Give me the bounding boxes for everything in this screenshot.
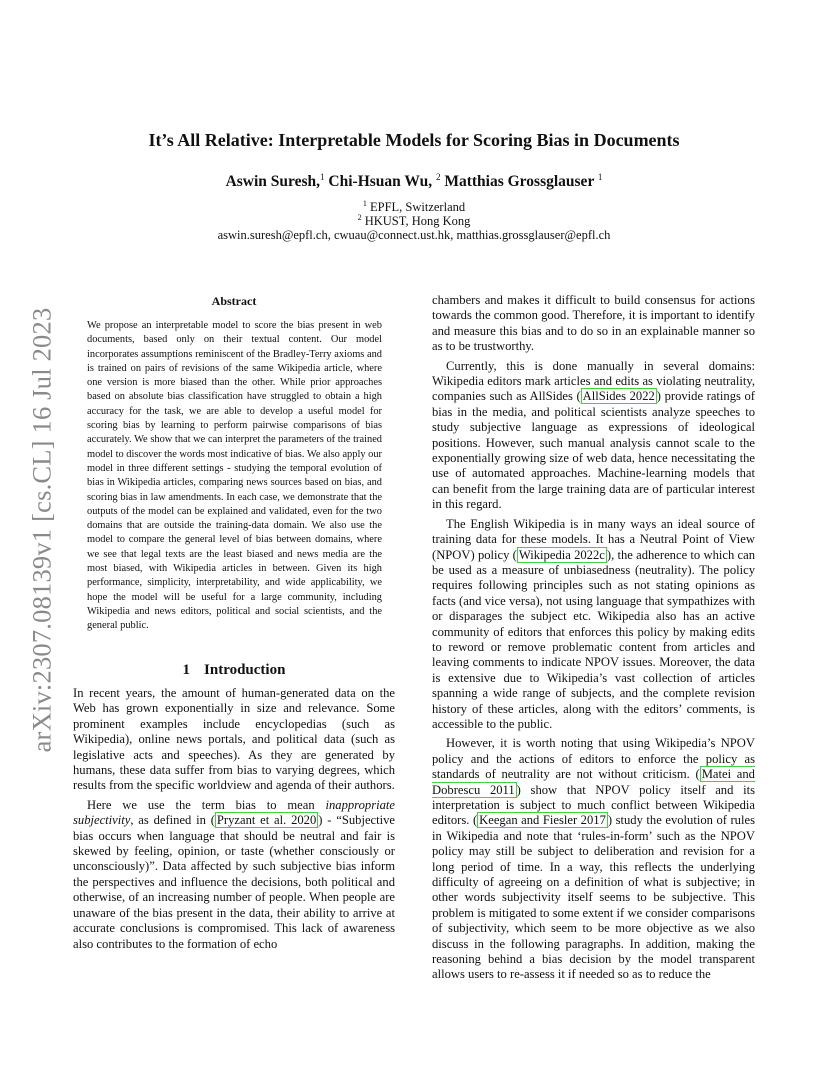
paragraph-text: The English Wikipedia is in many ways an ideal source of training data for these models. It has a Neutral Point of View (NPOV) policy ( <box>432 516 755 562</box>
affiliation <box>0 213 828 229</box>
paragraph <box>432 736 755 983</box>
affiliation-mark: 1 <box>362 199 367 208</box>
left-column-body <box>73 686 395 952</box>
author-emails: aswin.suresh@epfl.ch, cwuau@connect.ust.hk, matthias.grossglauser@epfl.ch <box>217 228 611 242</box>
paragraph-text: Here we use the term bias to mean <box>87 797 326 812</box>
author-name: Matthias Grossglauser <box>444 173 595 191</box>
author-affiliation-mark: 2 <box>435 172 441 182</box>
abstract-text: We propose an interpretable model to score the bias present in web documents, based only on their textual content. Our model incorporates assumptions reminiscent of the Bradley-Terry axioms and is trained on pairs of revisions of the same Wikipedia article, where one version is more biased than the other. While prior approaches based on absolute bias classification have struggled to obtain a high accuracy for the task, we are able to develop a useful model for scoring bias by learning to perform pairwise comparisons of bias accurately. We show that we can interpret the parameters of the trained model to discover the words most indicative of bias. We also apply our model in three different settings - studying the temporal evolution of bias in Wikipedia articles, comparing news sources based on bias, and scoring bias in law amendments. In each case, we demonstrate that the outputs of the model can be explained and validated, even for the two domains that are outside the training-data domain. We also use the model to compare the general level of bias between domains, where we see that legal texts are the least biased and news media are the most biased, with Wikipedia articles in between. Given its high performance, simplicity, interpretability, and wide applicability, we hope the model will be useful for a large community, including Wikipedia and news editors, political and social scientists, and the general public. <box>87 320 382 632</box>
paragraph-text: - “Subjective bias occurs when language that should be neutral and fair is skewed by feeling, opinion, or taste (whether consciously or unconsciously)”. Data affected by such subjective bias inform the perspectives and influence the decisions, both political and otherwise, of an increasing number of people. When people are unaware of the bias present in the data, their ability to arrive at accurate conclusions is compromised. This lack of awareness also contributes to the formation of echo <box>73 813 396 951</box>
section-number: 1 <box>182 662 191 678</box>
section-title: Introduction <box>204 662 286 678</box>
paragraph-text: ) provide ratings of bias in the media, and political scientists analyze speeches to study subjective language as expressions of ideological positions. However, such manual analysis cannot scale to the exponentially growing size of web data, hence necessitating the use of automated approaches. Machine-learning models that can benefit from the large training data are of particular interest in this regard. <box>432 389 755 512</box>
paragraph: chambers and makes it difficult to build consensus for actions towards the common good. Therefore, it is important to identify and measure this bias and to do so in an explainable manner so as to be trustworthy. <box>432 293 755 354</box>
arxiv-sidebar <box>22 295 62 765</box>
author-affiliation-mark: 1 <box>320 172 325 182</box>
paragraph-text: However, it is worth noting that using Wikipedia’s NPOV policy and the actions of editors to enforce the policy as standards of neutrality are not without criticism. ( <box>432 736 755 782</box>
paper-title: It’s All Relative: Interpretable Models for Scoring Bias in Documents <box>148 130 680 150</box>
affiliation-mark: 2 <box>357 213 362 222</box>
right-column-body <box>432 293 755 983</box>
citation-link[interactable]: Pryzant et al. 2020 <box>216 813 317 828</box>
arxiv-identifier: arXiv:2307.08139v1 [cs.CL] 16 Jul 2023 <box>26 307 57 753</box>
paragraph <box>432 517 755 733</box>
paragraph-text: ) study the evolution of rules in Wikipedia and note that ‘rules-in-form’ such as the NPOV policy may still be subject to deliberation and revision for a long period of time. In a way, this reflects the underlying difficulty of agreeing on a definition of what is subjective; in other words subjectivity itself seems to be subjective. This problem is mitigated to some extent if we consider comparisons of subjectivity, which seem to be more objective as we also discuss in the following paragraphs. In addition, making the reasoning behind a bias decision by the model transparent allows users to re-assess it if needed so as to reduce the <box>432 813 755 982</box>
emphasis-text: inappropriate subjectivity <box>73 797 395 828</box>
paragraph-text: ), the adherence to which can be used as a measure of unbiasedness (neutrality). The policy requires following principles such as not stating opinions as facts (and vice versa), not using language that sympathizes with or disparages the subject etc. Wikipedia also has an active community of editors that enforces this policy by making edits to reword or remove problematic content from articles and leaving comments to indicate NPOV issues. Moreover, the data is extensive due to Wikipedia’s vast collection of articles spanning a wide range of subjects, and the complete revision history of these articles, along with the editors’ comments, is accessible to the public. <box>432 547 755 731</box>
citation-link[interactable]: Wikipedia 2022c <box>518 547 605 562</box>
citation-link[interactable]: Keegan and Fiesler 2017 <box>479 813 606 828</box>
paragraph: In recent years, the amount of human-generated data on the Web has grown exponentially in size and relevance. Some prominent examples include encyclopedias (such as Wikipedia), online news portals, and political data (such as legislative acts and speeches). As they are generated by humans, these data suffer from bias to varying degrees, which results from the specific worldview and agenda of their authors. <box>73 686 395 793</box>
affiliation-text: HKUST, Hong Kong <box>364 214 471 229</box>
citation-link[interactable]: AllSides 2022 <box>582 389 655 404</box>
paragraph-text: Currently, this is done manually in several domains: Wikipedia editors mark articles and edits as violating neutrality, companies such as AllSides ( <box>432 358 755 404</box>
author-name: Chi-Hsuan Wu, <box>328 173 433 191</box>
affiliation-text: EPFL, Switzerland <box>369 200 466 215</box>
paragraph-text: , as defined in <box>130 813 211 828</box>
section-heading <box>73 662 395 679</box>
citation-link[interactable]: Matei and Dobrescu 2011 <box>432 767 755 797</box>
author-list <box>0 172 828 191</box>
paragraph-text: ) show that NPOV policy itself and its interpretation is subject to much conflict between Wikipedia editors. ( <box>432 782 755 828</box>
author-affiliation-mark: 1 <box>597 172 603 182</box>
paragraph: Here we use the term bias to mean inappropriate subjectivity, as defined in ( Pryzant et al. 2020 ) - “Subjective bias occurs when language that should be neutral and fair is skewed by feeling, opinion, or taste (whether consciously or unconsciously)”. Data affected by such subjective bias inform the perspectives and influence the decisions, both political and otherwise, of an increasing number of people. When people are unaware of the bias present in the data, their ability to arrive at accurate conclusions is compromised. This lack of awareness also contributes to the formation of echo <box>73 797 396 951</box>
paragraph <box>432 359 755 513</box>
abstract-heading: Abstract <box>211 294 257 308</box>
author-name: Aswin Suresh, <box>225 173 321 191</box>
